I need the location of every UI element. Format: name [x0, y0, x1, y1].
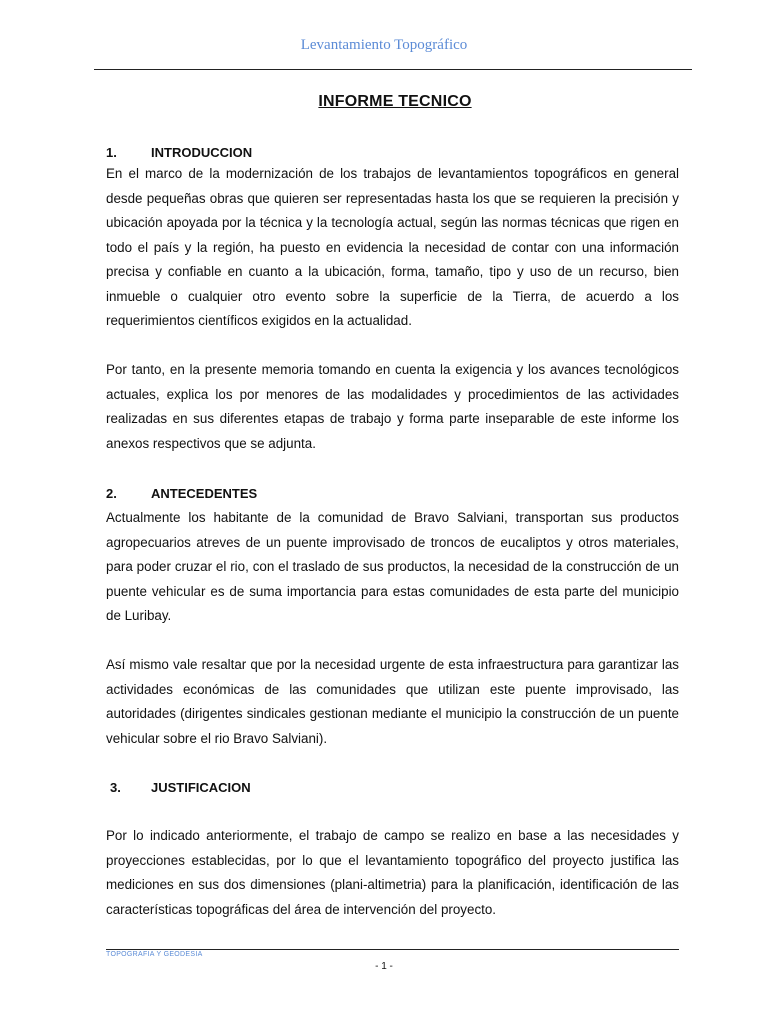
document-title: INFORME TECNICO: [318, 93, 472, 110]
section-heading-antecedentes: [106, 486, 257, 501]
footer-rule: [106, 949, 679, 950]
section-title: INTRODUCCION: [151, 145, 253, 160]
paragraph: Actualmente los habitante de la comunidad de Bravo Salviani, transportan sus productos agropecuarios atreves de un puente improvisado de troncos de eucaliptos y otros materiales, para poder cruzar el rio, con el traslado de sus productos, la necesidad de la construcción de un puente vehicular es de suma importancia para estas comunidades de esta parte del municipio de Luribay.: [106, 510, 679, 623]
paragraph: Por tanto, en la presente memoria tomando en cuenta la exigencia y los avances tecnológicos actuales, explica los por menores de las modalidades y procedimientos de las actividades realizadas en sus diferentes etapas de trabajo y forma parte inseparable de este informe los anexos respectivos que se adjunta.: [106, 362, 679, 451]
section-number: 3.: [110, 780, 121, 795]
section-title: JUSTIFICACION: [151, 780, 251, 795]
section-heading-justificacion: [110, 780, 251, 795]
footer-text: TOPOGRAFIA Y GEODESIA: [106, 951, 203, 958]
paragraph: Por lo indicado anteriormente, el trabajo de campo se realizo en base a las necesidades y proyecciones establecidas, por lo que el levantamiento topográfico del proyecto justifica las mediciones en sus dos dimensiones (plani-altimetria) para la planificación, identificación de las características topográficas del área de intervención del proyecto.: [106, 828, 679, 917]
header-rule: [94, 69, 692, 70]
section-heading-introduccion: [106, 145, 252, 160]
section-number: 2.: [106, 486, 117, 501]
section-title: ANTECEDENTES: [151, 486, 258, 501]
paragraph: En el marco de la modernización de los trabajos de levantamientos topográficos en general desde pequeñas obras que quieren ser representadas hasta los que se requieren la precisión y ubicación apoyada por la técnica y la tecnología actual, según las normas técnicas que rigen en todo el país y la región, ha puesto en evidencia la necesidad de contar con una información precisa y confiable en cuanto a la ubicación, forma, tamaño, tipo y uso de un recurso, bien inmueble o cualquier otro evento sobre la superficie de la Tierra, de acuerdo a los requerimientos científicos exigidos en la actualidad.: [106, 166, 679, 328]
paragraph: Así mismo vale resaltar que por la necesidad urgente de esta infraestructura para garantizar las actividades económicas de las comunidades que utilizan este puente improvisado, las autoridades (dirigentes sindicales gestionan mediante el municipio la construcción de un puente vehicular sobre el rio Bravo Salviani).: [106, 657, 679, 746]
header-title: Levantamiento Topográfico: [300, 37, 468, 53]
section-number: 1.: [106, 145, 117, 160]
page-number: - 1 -: [375, 961, 393, 972]
